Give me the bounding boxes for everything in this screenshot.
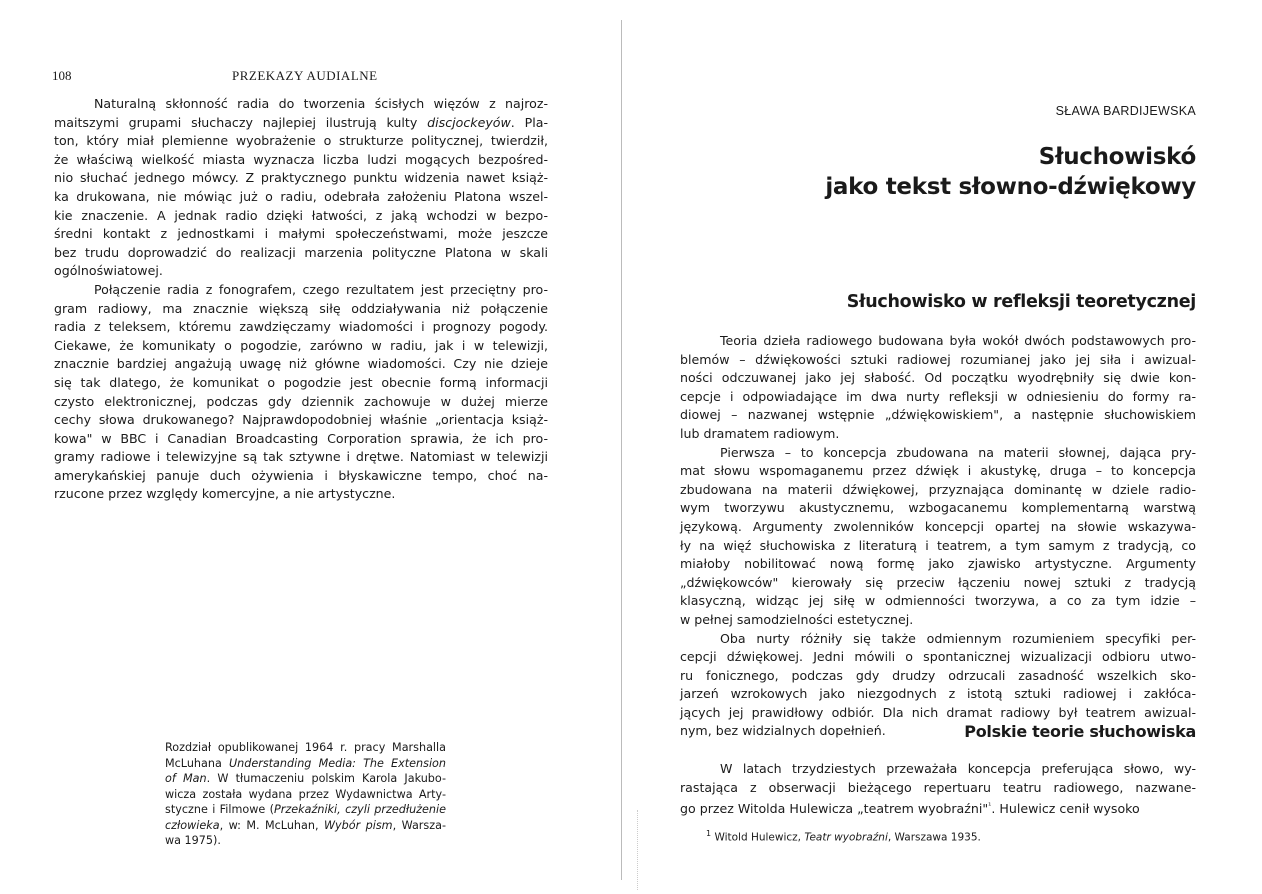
text-line <box>680 444 1196 463</box>
text-line <box>54 281 548 300</box>
text-line <box>680 685 1196 704</box>
text-segment: kie znaczenie. A jednak radio dzięki łatwości, z jaką wchodzi w bezpo- <box>54 207 548 223</box>
italic-text: discjockeyów <box>427 114 511 130</box>
italic-text: Przekaźniki, czyli przedłużenie <box>274 803 446 816</box>
text-segment: nio słuchać jednego mówcy. Z praktycznego punktu widzenia nawet książ- <box>54 170 548 186</box>
text-segment: znacznie bardziej angażują uwagę niż główne wiadomości. Czy nie dzieje <box>54 356 548 372</box>
text-segment: W latach trzydziestych przeważała koncepcja preferująca słowo, wy- <box>720 761 1196 776</box>
text-segment: styczne i Filmowe ( <box>165 803 275 816</box>
text-line <box>54 318 548 337</box>
text-segment: ka drukowana, nie mówiąc już o radiu, odebrała założeniu Platona wszel- <box>54 188 548 204</box>
text-line <box>54 169 548 188</box>
text-line <box>680 518 1196 537</box>
text-segment: wym tworzywu akustycznemu, wzbogacanemu komplementarną warstwą <box>680 500 1196 516</box>
text-line <box>680 648 1196 667</box>
page-number: 108 <box>52 68 72 83</box>
text-segment: miałoby nobilitować nową formę jako zjawisko artystyczne. Argumenty <box>680 556 1196 572</box>
italic-text: Understanding Media: The Extension <box>228 756 446 770</box>
text-segment: klasyczną, widząc jej siłę w odmienności tworzywa, a co za tym idzie – <box>680 593 1196 609</box>
text-segment: Naturalną skłonność radia do tworzenia ścisłych więzów z najroz- <box>94 96 548 111</box>
text-segment: się tak dlatego, że komunikat o pogodzie jest obecnie formą informacji <box>54 374 548 390</box>
text-line <box>54 448 548 467</box>
section-heading: Słuchowisko w refleksji teoretycznej <box>846 292 1196 312</box>
text-line <box>54 188 548 207</box>
text-segment: ru fonicznego, podczas gdy drudzy odrzucali zasadność wszelkich sko- <box>680 667 1196 683</box>
section-body <box>680 332 1196 741</box>
text-line <box>54 411 548 430</box>
text-segment: . Pla- <box>510 114 548 130</box>
text-line <box>165 740 446 756</box>
text-line <box>680 369 1196 388</box>
text-line <box>54 244 548 263</box>
text-segment: ności odczuwanej jako jej słabość. Od początku wyodrębniły się dwie kon- <box>680 370 1196 386</box>
text-segment: językową. Argumenty zwolenników koncepcji opartej na słowie wskazywa- <box>680 518 1196 534</box>
text-segment: mat słowu wspomaganemu przez dźwięk i akustykę, druga – to koncepcja <box>680 463 1196 479</box>
text-segment: McLuhana <box>165 756 229 770</box>
text-line <box>54 393 548 412</box>
text-line <box>54 132 548 151</box>
left-page-footnote <box>165 740 446 849</box>
text-segment: Rozdział opublikowanej 1964 r. pracy Marshalla <box>165 741 446 754</box>
text-line <box>165 787 446 803</box>
text-segment: Połączenie radia z fonografem, czego rezultatem jest przeciętny pro- <box>94 281 548 297</box>
text-segment: rastająca z obserwacji bieżącego repertuaru teatru radiowego, nazwane- <box>680 779 1196 795</box>
text-segment: „dźwiękowców" kierowały się przeciw łączeniu nowej sztuki z tradycją <box>680 574 1196 590</box>
paragraph <box>54 281 548 504</box>
text-line <box>54 225 548 244</box>
text-segment: diowej – nazwanej wstępnie „dźwiękowiskiem", a następnie słuchowiskiem <box>680 407 1196 423</box>
italic-text: Wybór pism <box>323 818 393 832</box>
text-line <box>680 592 1196 611</box>
text-segment: zbudowana na materii dźwiękowej, przyznająca dominantę w dziele radio- <box>680 481 1196 497</box>
text-line <box>680 630 1196 649</box>
text-line <box>680 351 1196 370</box>
text-line <box>680 537 1196 556</box>
text-segment: blemów – dźwiękowości sztuki radiowej rozumianej jako jej siła i awizual- <box>680 351 1196 367</box>
right-page-footnote <box>706 829 981 844</box>
text-line <box>165 756 446 772</box>
text-line <box>54 485 548 504</box>
text-segment: jących jej prawidłowy odbiór. Dla nich dramat radiowy był teatrem awizual- <box>680 704 1196 720</box>
text-segment: gram radiowy, ma znacznie większą siłę oddziaływania niż połączenie <box>54 300 548 316</box>
text-line <box>680 425 1196 444</box>
footnote-text: Witold Hulewicz, <box>714 831 805 844</box>
italic-text: of Man <box>165 772 207 785</box>
text-segment: , w: M. McLuhan, <box>219 818 324 832</box>
text-segment: ton, który miał plemienne wyobrażenie o strukturze politycznej, twierdził, <box>54 133 548 149</box>
text-line <box>54 95 548 114</box>
paragraph <box>680 760 1196 819</box>
footnote-title: Teatr wyobraźni <box>804 831 888 844</box>
text-line <box>680 555 1196 574</box>
text-line <box>680 667 1196 686</box>
section-heading: Polskie teorie słuchowiska <box>964 722 1196 741</box>
text-segment: cepcje i odpowiadające im dwa nurty refleksji w odniesieniu do formy ra- <box>680 388 1196 404</box>
text-line <box>165 833 446 849</box>
chapter-author: SŁAWA BARDIJEWSKA <box>1055 104 1196 118</box>
text-line <box>54 207 548 226</box>
text-line <box>680 406 1196 425</box>
text-segment: , Warsza- <box>392 818 446 832</box>
text-line <box>680 481 1196 500</box>
text-line <box>54 300 548 319</box>
text-line <box>165 802 446 818</box>
chapter-title-line: jako tekst słowno-dźwiękowy <box>825 174 1196 200</box>
page-gutter-divider <box>621 20 622 880</box>
text-line <box>680 760 1196 779</box>
text-line <box>54 337 548 356</box>
text-segment: Oba nurty różniły się także odmiennym rozumieniem specyfiki per- <box>720 630 1196 646</box>
text-segment: w pełnej samodzielności estetycznej. <box>680 611 914 627</box>
text-line <box>680 779 1196 798</box>
text-segment: nym, bez widzialnych dopełnień. <box>680 723 886 739</box>
text-line <box>54 114 548 133</box>
left-page-body <box>54 95 548 504</box>
text-segment: Pierwsza – to koncepcja zbudowana na materii słownej, dająca pry- <box>720 444 1196 460</box>
text-segment: maitszymi grupami słuchaczy najlepiej ilustrują kulty <box>54 114 428 130</box>
text-line <box>680 332 1196 351</box>
text-line <box>680 462 1196 481</box>
text-segment: bez trudu doprowadzić do realizacji marzenia polityczne Platona w skali <box>54 244 548 260</box>
text-segment: wicza została wydana przez Wydawnictwa Arty- <box>165 787 446 801</box>
text-segment: czysto elektronicznej, podczas gdy dziennik zachowuje w dużej mierze <box>54 393 548 409</box>
text-segment: Ciekawe, że komunikaty o pogodzie, zarówno w radiu, jak i w telewizji, <box>54 337 548 353</box>
text-line <box>680 574 1196 593</box>
italic-text: człowieka <box>165 818 220 832</box>
text-line <box>680 797 1196 819</box>
text-segment: kowa" w BBC i Canadian Broadcasting Corporation sprawia, że ich pro- <box>54 430 548 446</box>
paragraph <box>680 332 1196 444</box>
text-line <box>54 430 548 449</box>
text-segment: jarzeń wzrokowych jako niezgodnych z istotą sztuki radiowej i zakłóca- <box>680 686 1196 702</box>
text-segment: go przez Witolda Hulewicza „teatrem wyobraźni" <box>680 801 989 817</box>
text-line <box>680 388 1196 407</box>
text-segment: . Hulewicz cenił wysoko <box>991 801 1140 817</box>
text-line <box>680 499 1196 518</box>
text-line <box>54 467 548 486</box>
running-head: PRZEKAZY AUDIALNE <box>232 68 378 83</box>
paragraph <box>54 95 548 281</box>
paragraph <box>680 444 1196 630</box>
text-segment: gramy radiowe i telewizyjne są tak sztywne i drętwe. Natomiast w telewizji <box>54 449 548 465</box>
chapter-title <box>825 142 1196 202</box>
text-line <box>165 771 446 787</box>
text-line <box>54 355 548 374</box>
text-line <box>54 374 548 393</box>
text-segment: średni kontakt z jednostkami i małymi społeczeństwami, może jeszcze <box>54 226 548 242</box>
text-segment: wa 1975). <box>165 834 221 847</box>
text-segment: rzucone przez względy komercyjne, a nie artystyczne. <box>54 486 396 502</box>
scan-artifact-line <box>637 810 639 890</box>
text-segment: ogólnoświatowej. <box>54 263 163 279</box>
text-line <box>680 704 1196 723</box>
text-segment: cepcji dźwiękowej. Jedni mówili o spontanicznej wizualizacji odbioru utwo- <box>680 649 1196 665</box>
footnote-marker: 1 <box>706 829 712 838</box>
text-line <box>54 262 548 281</box>
text-segment: Teoria dzieła radiowego budowana była wokół dwóch podstawowych pro- <box>720 333 1196 348</box>
text-segment: lub dramatem radiowym. <box>680 425 840 441</box>
text-segment: że właściwą wielkość miasta wyznacza liczba ludzi mogących bezpośred- <box>54 151 548 167</box>
text-segment: cechy słowa drukowanego? Najprawdopodobniej właśnie „orientacja książ- <box>54 412 548 428</box>
footnote-text: , Warszawa 1935. <box>887 831 981 844</box>
text-line <box>54 151 548 170</box>
text-line <box>165 818 446 834</box>
text-segment: ły na więź słuchowiska z literaturą i teatrem, a tym samym z tradycją, co <box>680 537 1196 553</box>
footnote-reference: ¹ <box>988 801 992 811</box>
text-segment: . W tłumaczeniu polskim Karola Jakubo- <box>206 772 446 785</box>
section-body <box>680 760 1196 819</box>
chapter-title-line: Słuchowiskó <box>1038 144 1196 170</box>
text-segment: amerykańskiej panuje duch ożywienia i błyskawiczne tempo, choć na- <box>54 467 548 483</box>
text-line <box>680 611 1196 630</box>
text-segment: radia z teleksem, któremu zawdzięczamy wiadomości i prognozy pogody. <box>54 319 548 335</box>
